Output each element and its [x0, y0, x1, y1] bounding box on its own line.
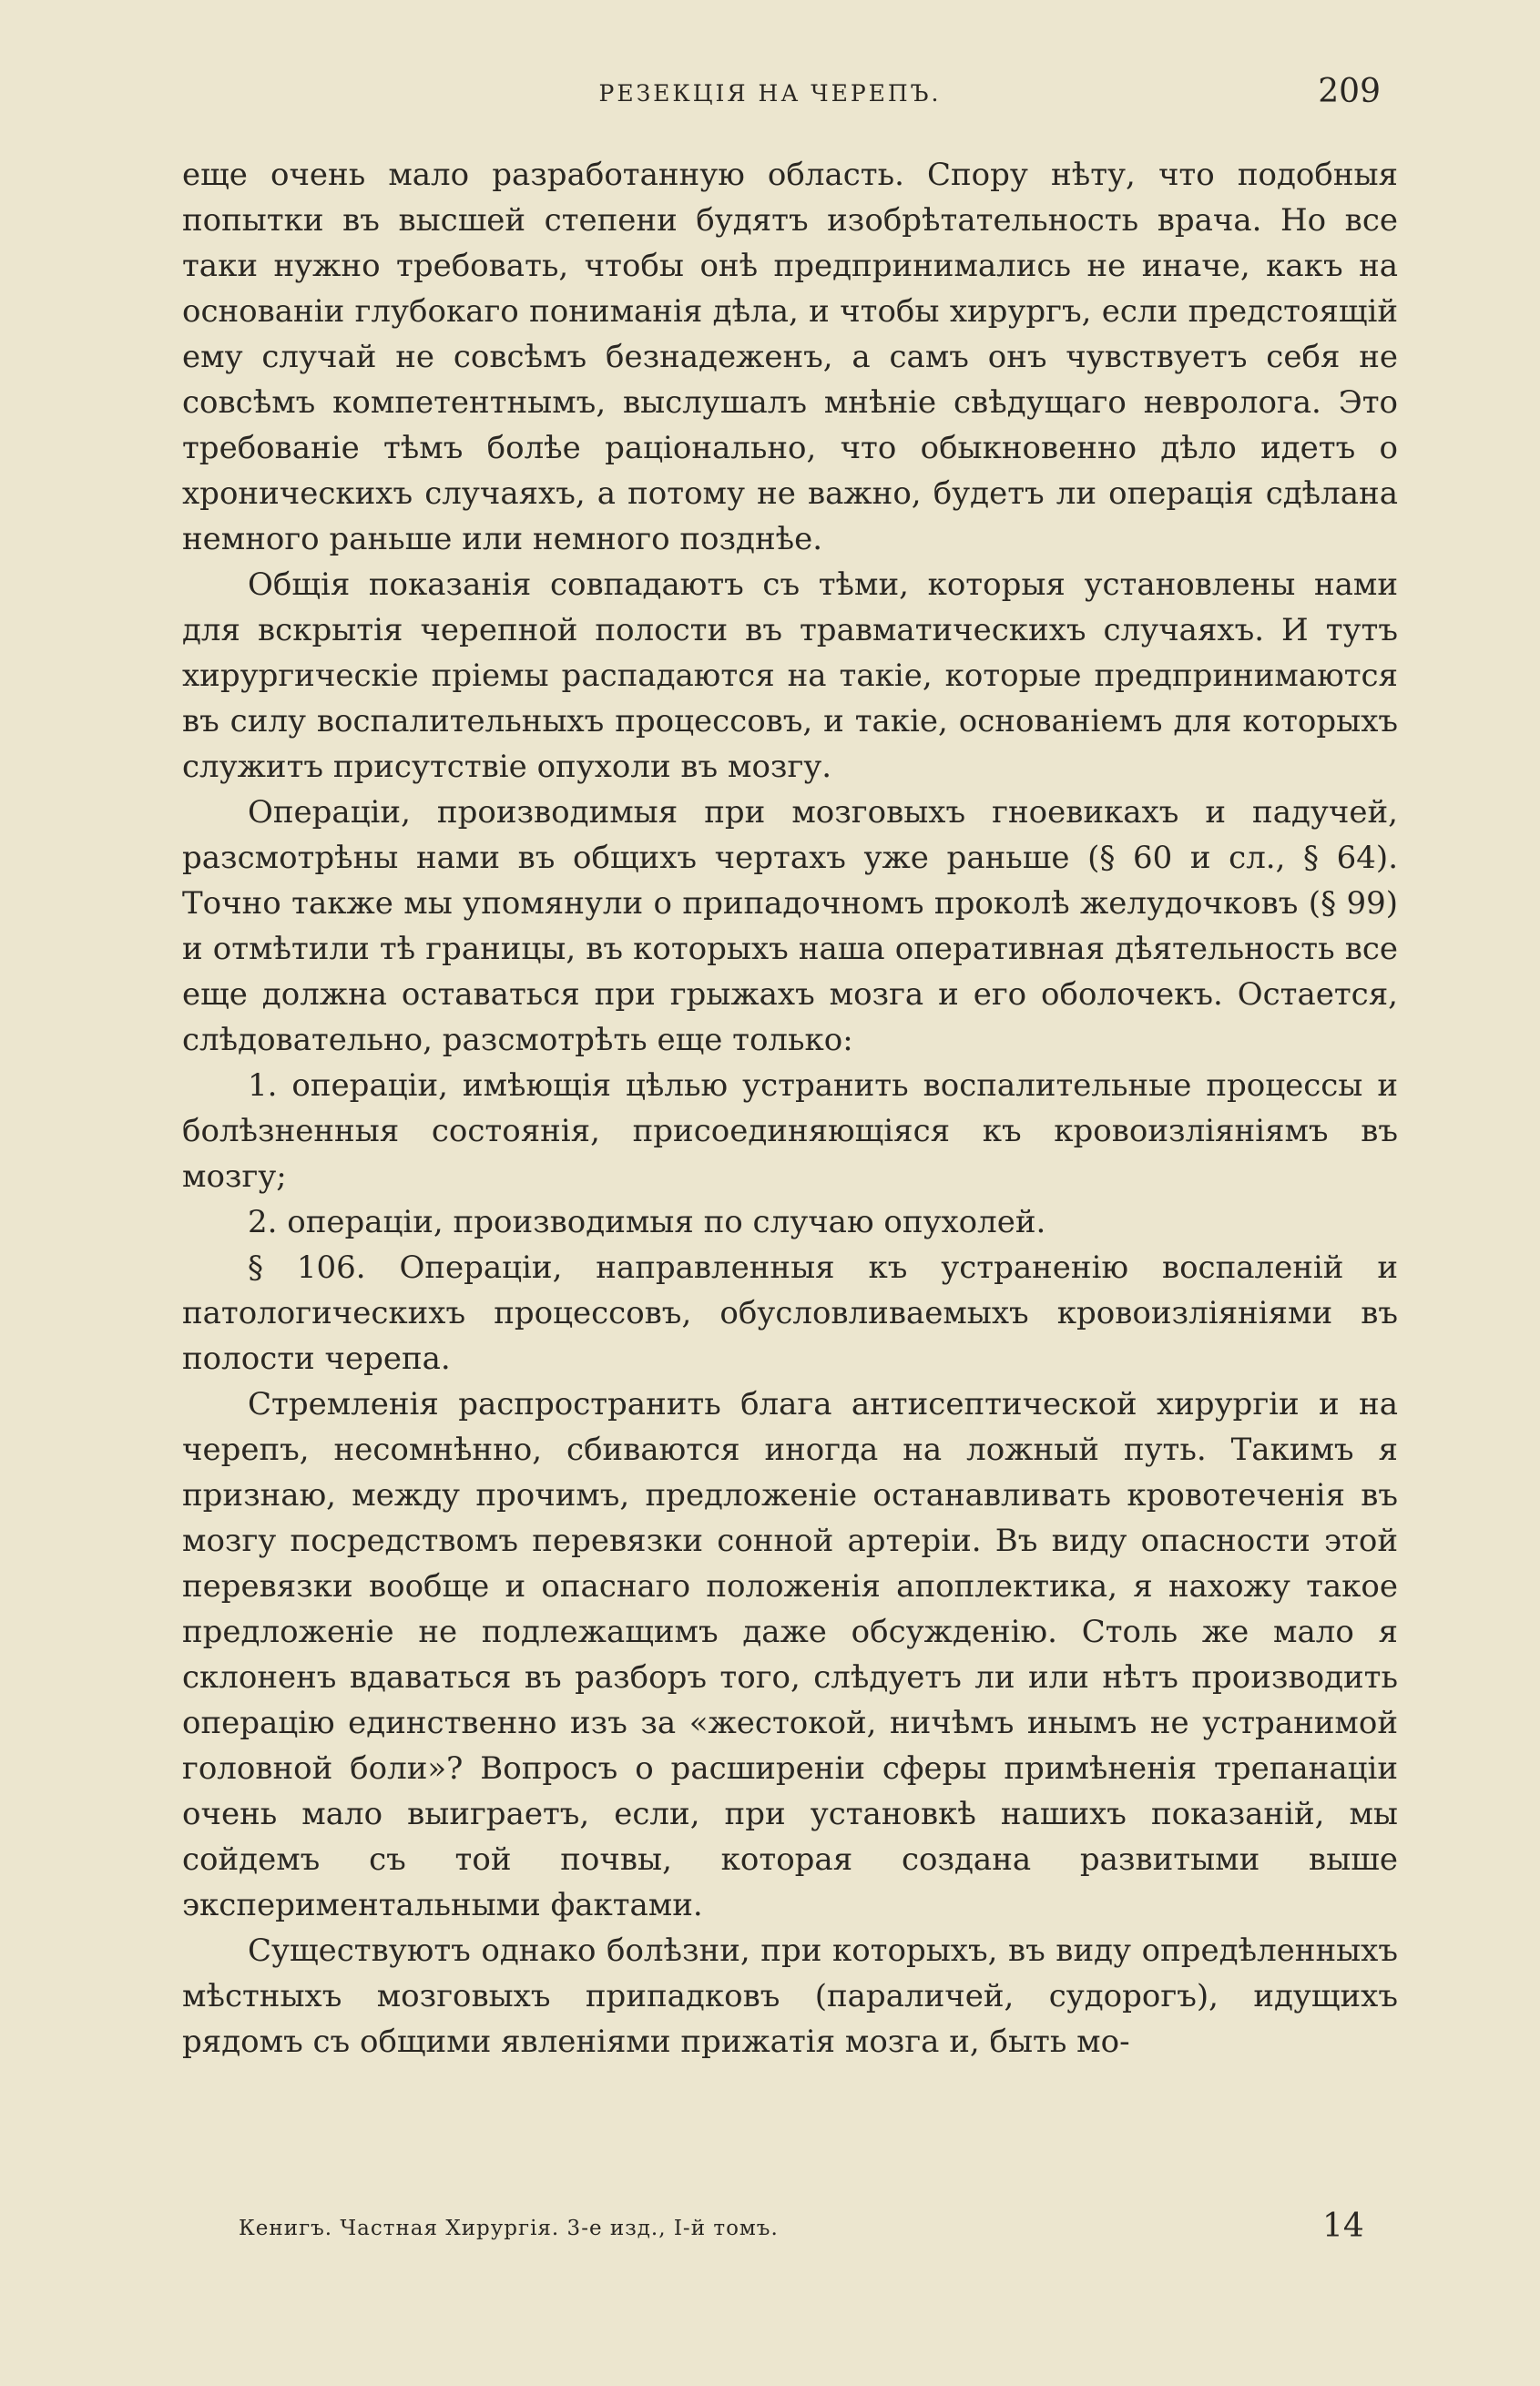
page-number: 209: [1318, 73, 1381, 110]
list-item: 2. операціи, производимыя по случаю опухолей.: [248, 1204, 1046, 1240]
paragraph: Существуютъ однако болѣзни, при которыхъ, въ виду опредѣленныхъ мѣстныхъ мозговыхъ припадковъ (параличей, судорогъ), идущихъ рядомъ съ общими явленіями прижатія мозга и, быть мо-: [182, 1932, 1398, 2060]
paragraph: еще очень мало разработанную область. Спору нѣту, что подобныя попытки въ высшей степени будятъ изобрѣтательность врача. Но все таки нужно требовать, чтобы онѣ предпринимались не иначе, какъ на основаніи глубокаго пониманія дѣла, и чтобы хирургъ, если предстоящій ему случай не совсѣмъ безнадеженъ, а самъ онъ чувствуетъ себя не совсѣмъ компетентнымъ, выслушалъ мнѣніе свѣдущаго невролога. Это требованіе тѣмъ болѣе раціонально, что обыкновенно дѣло идетъ о хроническихъ случаяхъ, а потому не важно, будетъ ли операція сдѣлана немного раньше или немного позднѣе.: [182, 157, 1398, 557]
body-text: [182, 152, 1398, 2065]
paragraph: Стремленія распространить блага антисептической хирургіи и на черепъ, несомнѣнно, сбиваются иногда на ложный путь. Такимъ я признаю, между прочимъ, предложеніе останавливать кровотеченія въ мозгу посредствомъ перевязки сонной артеріи. Въ виду опасности этой перевязки вообще и опаснаго положенія апоплектика, я нахожу такое предложеніе не подлежащимъ даже обсужденію. Столь же мало я склоненъ вдаваться въ разборъ того, слѣдуетъ ли или нѣтъ производить операцію единственно изъ за «жестокой, ничѣмъ инымъ не устранимой головной боли»? Вопросъ о расширеніи сферы примѣненія трепанаціи очень мало выиграетъ, если, при установкѣ нашихъ показаній, мы сойдемъ съ той почвы, которая создана развитыми выше экспериментальными фактами.: [182, 1386, 1398, 1923]
section-heading: § 106. Операціи, направленныя къ устраненію воспаленій и патологическихъ процессовъ, обусловливаемыхъ кровоизліяніями въ полости черепа.: [182, 1249, 1398, 1377]
paragraph: Операціи, производимыя при мозговыхъ гноевикахъ и падучей, разсмотрѣны нами въ общихъ чертахъ уже раньше (§ 60 и сл., § 64). Точно также мы упомянули о припадочномъ проколѣ желудочковъ (§ 99) и отмѣтили тѣ границы, въ которыхъ наша оперативная дѣятельность все еще должна оставаться при грыжахъ мозга и его оболочекъ. Остается, слѣдовательно, разсмотрѣть еще только:: [182, 794, 1398, 1058]
paragraph: Общія показанія совпадаютъ съ тѣми, которыя установлены нами для вскрытія черепной полости въ травматическихъ случаяхъ. И тутъ хирургическіе пріемы распадаются на такіе, которые предпринимаются въ силу воспалительныхъ процессовъ, и такіе, основаніемъ для которыхъ служитъ присутствіе опухоли въ мозгу.: [182, 566, 1398, 785]
list-item: 1. операціи, имѣющія цѣлью устранить воспалительные процессы и болѣзненныя состоянія, присоединяющіяся къ кровоизліяніямъ въ мозгу;: [182, 1067, 1398, 1195]
signature-mark: 14: [1322, 2208, 1364, 2245]
footer-bibliographic-line: Кенигъ. Частная Хирургія. 3-е изд., I-й томъ.: [239, 2217, 779, 2240]
running-head: РЕЗЕКЦІЯ НА ЧЕРЕПЪ.: [598, 80, 942, 107]
